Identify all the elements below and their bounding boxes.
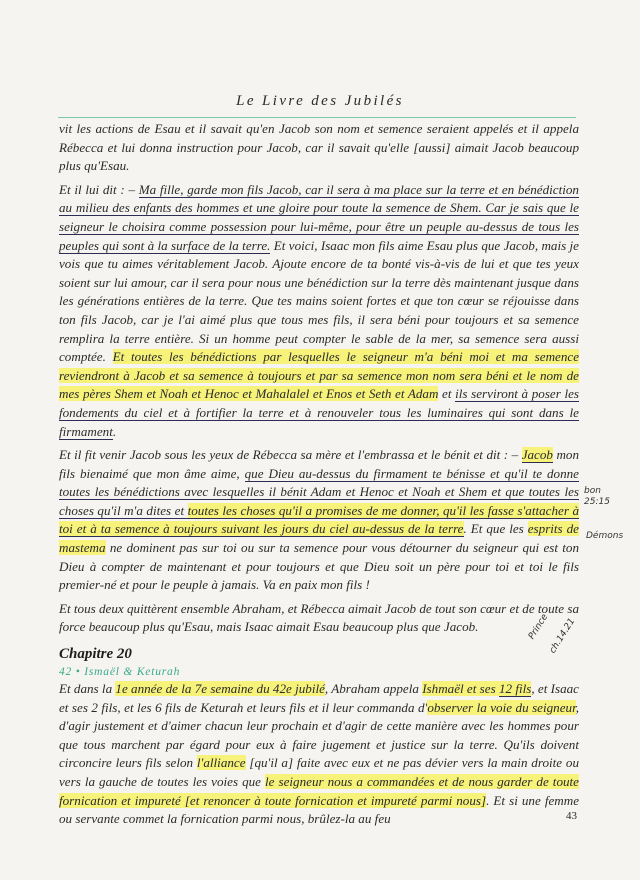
text-run: . Et si une femme ou servante commet la fornication parmi nous, brûlez-la au feu	[59, 792, 580, 827]
highlighted-phrase: l'alliance	[196, 755, 246, 771]
page-body	[59, 120, 579, 834]
running-head: Le Livre des Jubilés	[236, 93, 404, 109]
text-run: Et voici, Isaac mon fils aime Esau plus que Jacob, mais je vois que tu aimes véritablement Jacob. Ajoute encore de ta bonté vis-à-vis de lui et que tes yeux soient sur lui amour, car il sera pour nous une bénédiction sur la terre dès maintenant jusque dans les générations entières de la terre. Que tes mains soient fortes et que ton cœur se réjouisse dans ton fils Jacob, car je l'ai aimé plus que tous mes fils, il sera béni pour toujours et sa semence remplira la terre entière. Si un homme peut compter le sable de la mer, sa semence sera aussi comptée.	[59, 237, 579, 365]
chapter-heading-block	[59, 645, 579, 680]
text-run: ne dominent pas sur toi ou sur ta semence pour vous détourner du seigneur qui est ton Dieu à compter de maintenant et pour toujours et que Dieu soit un père pour toi et toi le fils premier-né et pour le peuple à jamais. Va en paix mon fils !	[59, 540, 579, 593]
paragraph-5	[59, 680, 579, 829]
text-run: , et Isaac et ses 2 fils, et les 6 fils de Keturah et leurs fils et il leur commanda d'	[59, 681, 579, 715]
margin-note-bon: bon	[584, 486, 601, 496]
underlined-passage: Ma fille, garde mon fils Jacob, car il sera à ma place sur la terre et en bénédiction au milieu des enfants des hommes et une gloire pour toute la semence de Shem. Car je sais que le seigneur le choisira comme possession pour lui-même, pour être un peuple au-dessus de tous les peuples qui sont à la surface de la terre.	[59, 181, 579, 253]
paragraph-1: vit les actions de Esau et il savait qu'en Jacob son nom et semence seraient appelés et il appela Rébecca et lui donna instruction pour Jacob, car il savait qu'elle [aussi] aimait Jacob beaucoup plus qu'Esau.	[59, 121, 579, 174]
text-run: et	[438, 386, 456, 402]
underlined-passage: ils serviront à poser les fondements du ciel et à fortifier la terre et à renouveler tous les luminaires qui sont dans le firmament	[59, 386, 579, 439]
margin-note-prince: Prince	[527, 612, 551, 642]
text-run: [qu'il a] faite avec eux et ne pas dévier vers la main droite ou vers la gauche de toutes les voies que	[59, 755, 580, 789]
chapter-title: Chapitre 20	[59, 646, 132, 663]
text-run: mon fils bienaimé que mon âme aime,	[59, 447, 580, 481]
text-run: , Abraham appela	[324, 681, 423, 697]
underlined-passage: que Dieu au-dessus du firmament te bénisse et qu'il te donne toutes les bénédictions avec lesquelles il bénit Adam et Henoc et Noah et Shem et que toutes les choses qu'il m'a dites et	[59, 465, 579, 518]
text-run: Et il fit venir Jacob sous les yeux de Rébecca sa mère et l'embrassa et le bénit et dit : –	[59, 447, 522, 463]
highlighted-passage: toutes les choses qu'il a promises de me donner, qu'il les fasse s'attacher à toi et à ta semence à toujours suivant les jours du ciel au-dessus de la terre	[59, 502, 579, 537]
margin-note-demons: Démons	[586, 531, 624, 541]
highlighted-passage: le seigneur nous a commandées et de nous garder de toute fornication et impureté [et renoncer à toute fornication et impureté parmi nous]	[59, 774, 579, 808]
text-run: , d'agir justement et d'aimer chacun leur prochain et d'agir de cette manière avec les hommes pour que tous marchent par égard pour eux à faire jugement et justice sur la terre. Qu'ils doivent circoncire leurs fils selon	[59, 699, 580, 771]
highlighted-word: Jacob	[521, 447, 553, 463]
text-run: .	[112, 423, 117, 439]
highlighted-phrase: 1e année de la 7e semaine du 42e jubilé	[115, 681, 325, 697]
highlighted-phrase: esprits de mastema	[59, 521, 579, 556]
highlighted-phrase: observer la voie du seigneur	[427, 699, 576, 715]
highlighted-phrase: Ishmaël et ses	[422, 681, 499, 697]
highlighted-passage: Et toutes les bénédictions par lesquelles le seigneur m'a béni moi et ma semence reviendront à Jacob et sa semence à toujours et par sa semence mon nom sera béni et le nom de mes pères Shem et Noah et Henoc et Mahalalel et Enos et Seth et Adam	[59, 349, 580, 402]
margin-note-reference: 25:15	[584, 497, 610, 507]
paragraph-3	[59, 446, 579, 595]
text-run: Et dans la	[59, 681, 116, 697]
page-number: 43	[566, 810, 577, 822]
paragraph-4: Et tous deux quittèrent ensemble Abraham, et Rébecca aimait Jacob de tout son cœur et de toute sa force beaucoup plus qu'Esau, mais Isaac aimait Esau beaucoup plus que Jacob.	[59, 600, 579, 635]
chapter-subtitle: 42 • Ismaël & Keturah	[59, 666, 181, 679]
highlighted-phrase: 12 fils	[498, 681, 532, 697]
text-run: Et il lui dit : –	[59, 181, 139, 197]
header-rule	[58, 117, 576, 118]
paragraph-2	[59, 181, 579, 441]
margin-note-chapter-ref: ch.14.21	[548, 616, 578, 656]
text-run: . Et que les	[463, 521, 528, 537]
